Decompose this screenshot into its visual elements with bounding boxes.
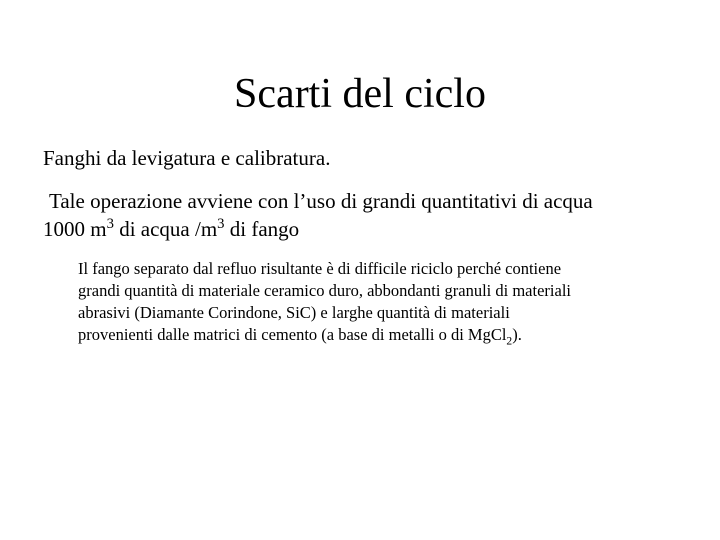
closing-text: ). bbox=[512, 325, 522, 344]
superscript-cubic-1: 3 bbox=[106, 216, 114, 232]
matrici-text: provenienti dalle matrici di cemento (a base di metalli o di MgCl bbox=[78, 325, 507, 344]
paragraph-operazione-line1: Tale operazione avviene con l’uso di grandi quantitativi di acqua bbox=[49, 189, 593, 213]
subscript-two: 2 bbox=[506, 335, 513, 348]
paragraph-riciclo-line4 bbox=[78, 324, 693, 346]
paragraph-fanghi: Fanghi da levigatura e calibratura. bbox=[43, 146, 331, 170]
paragraph-riciclo-line2: grandi quantità di materiale ceramico duro, abbondanti granuli di materiali bbox=[78, 281, 571, 300]
ratio-text: di acqua /m bbox=[113, 217, 218, 241]
slide-title: Scarti del ciclo bbox=[234, 71, 486, 117]
quantity-water-text: 1000 m bbox=[43, 217, 107, 241]
paragraph-riciclo-line3: abrasivi (Diamante Corindone, SiC) e larghe quantità di materiali bbox=[78, 303, 510, 322]
superscript-cubic-2: 3 bbox=[217, 216, 225, 232]
paragraph-riciclo bbox=[78, 258, 693, 346]
paragraph-operazione-line2 bbox=[43, 215, 593, 243]
paragraph-riciclo-line1: Il fango separato dal refluo risultante è di difficile riciclo perché contiene bbox=[78, 259, 562, 278]
paragraph-operazione bbox=[43, 187, 593, 243]
fango-text: di fango bbox=[224, 217, 300, 241]
